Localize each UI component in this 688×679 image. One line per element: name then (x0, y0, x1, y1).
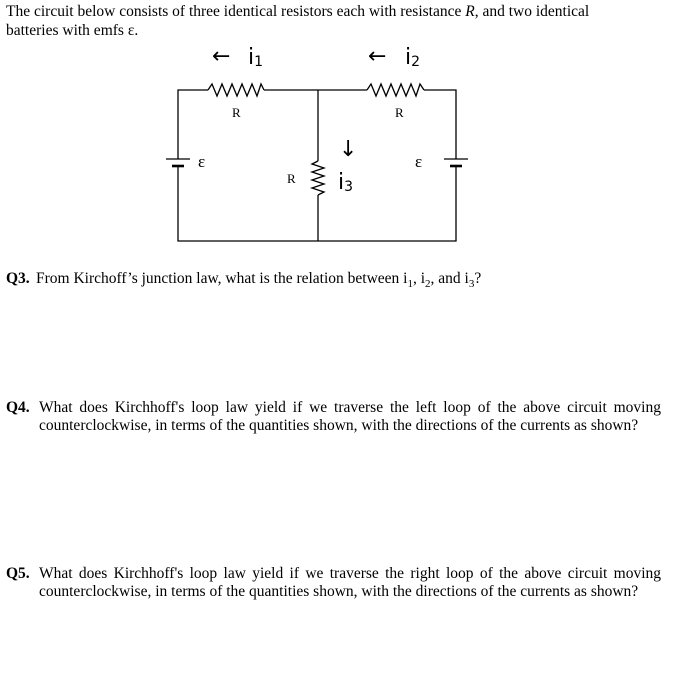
intro-text (6, 2, 636, 40)
q5-number: Q5. (6, 565, 30, 582)
middle-current-arrow: ↓ (339, 137, 358, 162)
left-current-sub: 1 (254, 54, 264, 70)
left-battery (166, 159, 190, 166)
right-current-sub: 2 (411, 54, 421, 70)
right-resistor (367, 84, 424, 96)
right-current-symbol: i (405, 45, 412, 70)
left-current-symbol: i (248, 45, 255, 70)
right-resistor-label: R (395, 105, 404, 120)
right-current-arrow: ← (368, 44, 387, 69)
intro-text-after: , and two identical batteries with emfs ε. (6, 3, 590, 39)
question-q4 (6, 399, 661, 435)
left-resistor (208, 84, 264, 96)
q5-text: What does Kirchhoff's loop law yield if we traverse the right loop of the above circuit moving counterclockwise, in terms of the quantities shown, with the directions of the currents as shown? (39, 565, 661, 600)
left-current-label (248, 45, 263, 70)
middle-current-symbol: i (338, 170, 345, 195)
left-branch-wire (178, 90, 208, 159)
q3-end: ? (474, 270, 482, 287)
q3-sub-3: 3 (468, 278, 475, 291)
question-q3 (6, 270, 646, 291)
left-current-arrow: ← (212, 44, 231, 69)
intro-text-before: The circuit below consists of three identical resistors each with resistance (6, 3, 466, 20)
q3-sep-1: , i (412, 270, 426, 287)
circuit-wires (178, 84, 456, 241)
q3-sub-2: 2 (425, 278, 431, 291)
intro-resistance-symbol: R (465, 3, 475, 20)
right-emf-label: ε (415, 152, 423, 171)
right-battery (444, 159, 468, 166)
left-bottom-wire (178, 167, 456, 241)
q3-text: From Kirchoff’s junction law, what is the relation between i (36, 270, 408, 287)
q3-number: Q3. (6, 270, 30, 287)
right-current-label (405, 45, 420, 70)
q4-text: What does Kirchhoff's loop law yield if we traverse the left loop of the above circuit moving counterclockwise, in terms of the quantities shown, with the directions of the currents as shown? (39, 399, 661, 434)
left-resistor-label: R (232, 105, 241, 120)
middle-resistor (312, 161, 324, 195)
left-emf-label: ε (198, 152, 206, 171)
q4-number: Q4. (6, 399, 30, 416)
question-q5 (6, 565, 661, 601)
q3-sep-2: , and i (430, 270, 469, 287)
middle-resistor-label: R (287, 171, 296, 186)
middle-current-label (338, 170, 353, 195)
right-branch-wire (424, 90, 456, 159)
middle-current-sub: 3 (344, 179, 354, 195)
q3-sub-1: 1 (407, 278, 413, 291)
